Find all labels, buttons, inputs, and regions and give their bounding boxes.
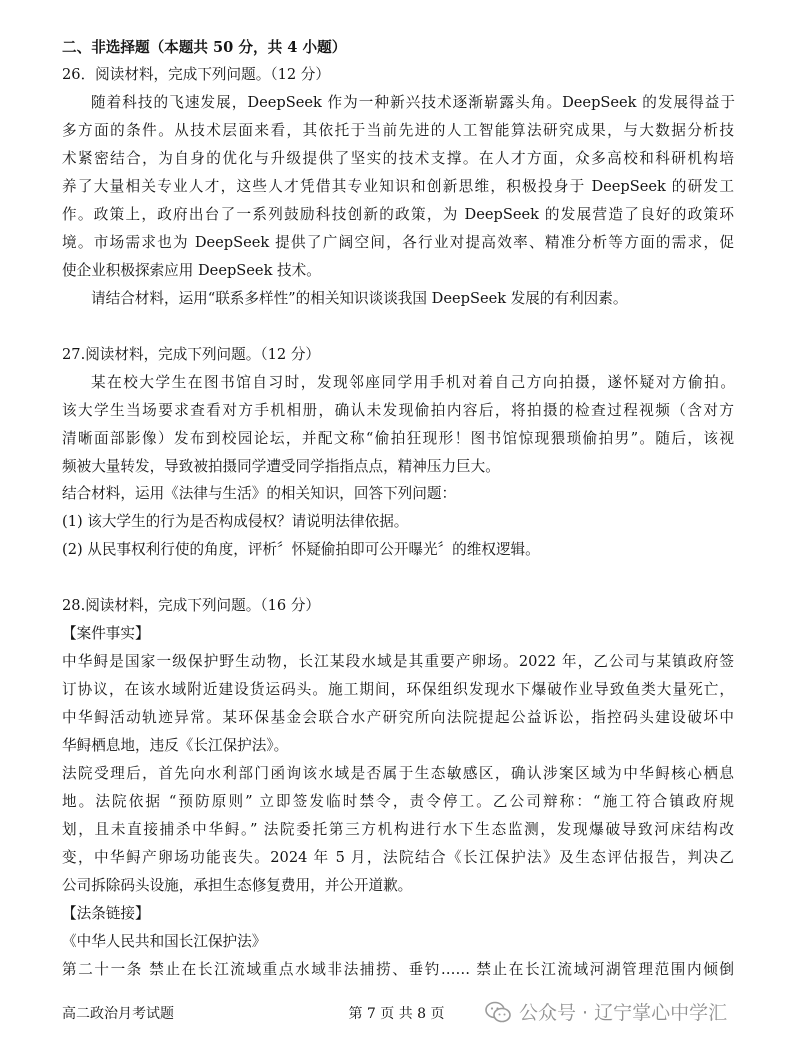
q26-line: 多方面的条件。从技术层面来看，其依托于当前先进的人工智能算法研究成果，与大数据分析技 — [62, 122, 734, 139]
watermark — [485, 998, 727, 1025]
q28-law-title: 《中华人民共和国长江保护法》 — [62, 933, 267, 950]
q26-line: 使企业积极探索应用 DeepSeek 技术。 — [62, 262, 321, 279]
footer-page-number: 第 7 页 共 8 页 — [348, 1006, 445, 1022]
q26-line: 作。政策上，政府出台了一系列鼓励科技创新的政策，为 DeepSeek 的发展营造了良好的政策环 — [62, 206, 734, 223]
q27-line: 某在校大学生在图书馆自习时，发现邻座同学用手机对着自己方向拍摄，遂怀疑对方偷拍。 — [91, 374, 735, 391]
q28-fact-line: 公司拆除码头设施，承担生态修复费用，并公开道歉。 — [62, 877, 413, 894]
q28-fact-line: 订协议，在该水域附近建设货运码头。施工期间，环保组织发现水下爆破作业导致鱼类大量死亡， — [62, 681, 734, 698]
q28-fact-line: 华鲟栖息地，违反《长江保护法》。 — [62, 737, 289, 754]
q27-heading: 27.阅读材料，完成下列问题。（12 分） — [62, 346, 321, 363]
q26-line: 养了大量相关专业人才，这些人才凭借其专业知识和创新思维，积极投身于 DeepSeek 的研发工 — [62, 178, 734, 195]
q28-fact-line: 地。法院依据 “预防原则” 立即签发临时禁令，责令停工。乙公司辩称：“施工符合镇政府规 — [62, 793, 734, 810]
q28-fact-line: 划，且未直接捕杀中华鲟。” 法院委托第三方机构进行水下生态监测，发现爆破导致河床结构改 — [62, 821, 734, 838]
wechat-icon — [485, 1001, 511, 1023]
q28-law-label: 【法条链接】 — [62, 905, 150, 922]
q28-heading: 28.阅读材料，完成下列问题。（16 分） — [62, 597, 321, 614]
footer-exam-title: 高二政治月考试题 — [62, 1006, 174, 1022]
q26-line: 随着科技的飞速发展，DeepSeek 作为一种新兴技术逐渐崭露头角。DeepSeek 的发展得益于 — [91, 94, 735, 111]
section-title: 二、非选择题（本题共 50 分，共 4 小题） — [62, 39, 347, 56]
q27-line: 该大学生当场要求查看对方手机相册，确认未发现偷拍内容后，将拍摄的检查过程视频（含对方 — [62, 402, 734, 419]
q28-facts-label: 【案件事实】 — [62, 625, 150, 642]
q26-line: 境。市场需求也为 DeepSeek 提供了广阔空间，各行业对提高效率、精准分析等方面的需求，促 — [62, 234, 734, 251]
q26-question: 请结合材料，运用“联系多样性”的相关知识谈谈我国 DeepSeek 发展的有利因素。 — [91, 290, 628, 307]
q27-line: 频被大量转发，导致被拍摄同学遭受同学指指点点，精神压力巨大。 — [62, 458, 500, 475]
q28-fact-line: 中华鲟是国家一级保护野生动物，长江某段水域是其重要产卵场。2022 年，乙公司与某镇政府签 — [62, 653, 734, 670]
q26-line: 术紧密结合，为自身的优化与升级提供了坚实的技术支撑。在人才方面，众多高校和科研机构培 — [62, 150, 734, 167]
q27-subquestion-1: (1) 该大学生的行为是否构成侵权？请说明法律依据。 — [62, 513, 409, 530]
watermark-text: 公众号 · 辽宁掌心中学汇 — [519, 1002, 728, 1024]
q28-fact-line: 法院受理后，首先向水利部门函询该水域是否属于生态敏感区，确认涉案区域为中华鲟核心栖息 — [62, 765, 734, 782]
q26-heading: 26．阅读材料，完成下列问题。（12 分） — [62, 66, 330, 83]
q28-law-line: 第二十一条 禁止在长江流域重点水域非法捕捞、垂钓…… 禁止在长江流域河湖管理范围内倾倒 — [62, 961, 734, 978]
q27-subquestion-2: (2) 从民事权利行使的角度，评析〞怀疑偷拍即可公开曝光〞的维权逻辑。 — [62, 541, 540, 558]
q28-fact-line: 变，中华鲟产卵场功能丧失。2024 年 5 月，法院结合《长江保护法》及生态评估报告，判决乙 — [62, 849, 734, 866]
q28-fact-line: 中华鲟活动轨迹异常。某环保基金会联合水产研究所向法院提起公益诉讼，指控码头建设破坏中 — [62, 709, 734, 726]
q27-prompt: 结合材料，运用《法律与生活》的相关知识，回答下列问题： — [62, 485, 457, 502]
q27-line: 清晰面部影像）发布到校园论坛，并配文称“偷拍狂现形！图书馆惊现猥琐偷拍男”。随后，该视 — [62, 430, 734, 447]
